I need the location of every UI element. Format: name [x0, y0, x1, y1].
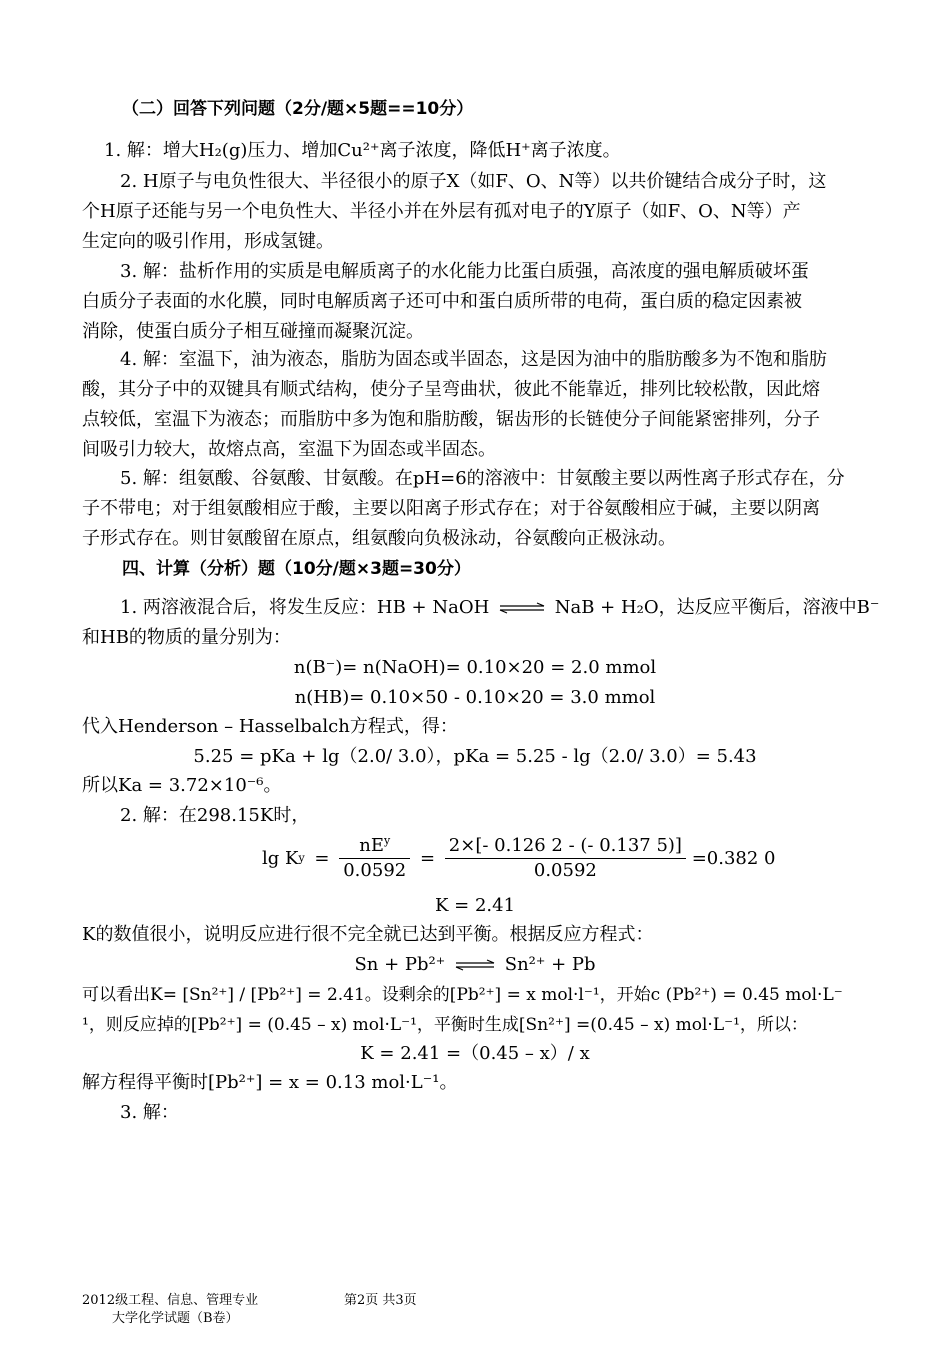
- problem-1-reaction-left: 1. 两溶液混合后，将发生反应：HB + NaOH: [120, 597, 490, 618]
- problem-3-line-1: 3. 解：: [120, 1102, 179, 1123]
- answer-5-line-3: 子形式存在。则甘氨酸留在原点，组氨酸向负极泳动，谷氨酸向正极泳动。: [82, 528, 676, 549]
- problem-2-lgk-equation: lg Ky = $\frac{nE^y}{0.0592}$ = $\frac{2\times[- 0.126 2 - (- 0.137 5)]}{0.0592}$ =0.382 0: [262, 834, 776, 881]
- fraction-ne: $\frac{nE^y}{0.0592}$: [339, 834, 410, 883]
- section-heading-calculation: 四、计算（分析）题（10分/题×3题=30分）: [122, 559, 471, 579]
- fraction-ne-denominator: 0.0592: [343, 860, 407, 881]
- problem-2-line-2: K的数值很小，说明反应进行很不完全就已达到平衡。根据反应方程式：: [82, 924, 654, 945]
- footer-exam-title: 大学化学试题（B卷）: [112, 1311, 239, 1326]
- problem-2-line-3: 可以看出K= [Sn²⁺] / [Pb²⁺] = 2.41。设剩余的[Pb²⁺] = x mol·l⁻¹，开始c (Pb²⁺) = 0.45 mol·L⁻: [82, 985, 843, 1005]
- answer-5-line-1: 5. 解：组氨酸、谷氨酸、甘氨酸。在pH=6的溶液中：甘氨酸主要以两性离子形式存在，分: [120, 468, 845, 489]
- problem-2-k-equation: K = 2.41 =（0.45 – x）/ x: [360, 1043, 590, 1064]
- answer-4-line-3: 点较低，室温下为液态；而脂肪中多为饱和脂肪酸，锯齿形的长链使分子间能紧密排列，分子: [82, 409, 820, 430]
- fraction-ne-numerator: nE: [359, 835, 384, 856]
- equilibrium-arrow-icon: [455, 959, 495, 971]
- reaction-left: Sn + Pb²⁺: [354, 954, 446, 975]
- footer-page-number: 第2页 共3页: [344, 1293, 417, 1308]
- problem-1-equation-nhb: n(HB)= 0.10×50 - 0.10×20 = 3.0 mmol: [294, 687, 656, 708]
- fraction-values-denominator: 0.0592: [533, 860, 597, 881]
- problem-1-equation-nb: n(B⁻)= n(NaOH)= 0.10×20 = 2.0 mmol: [293, 657, 657, 678]
- problem-1-line-1: [120, 593, 879, 623]
- answer-5-line-2: 子不带电；对于组氨酸相应于酸，主要以阳离子形式存在；对于谷氨酸相应于碱，主要以阴离: [82, 498, 820, 519]
- problem-2-result: 解方程得平衡时[Pb²⁺] = x = 0.13 mol·L⁻¹。: [82, 1072, 458, 1093]
- problem-2-line-4: ¹，则反应掉的[Pb²⁺] = (0.45 – x) mol·L⁻¹，平衡时生成[Sn²⁺] =(0.45 – x) mol·L⁻¹，所以：: [82, 1015, 808, 1035]
- answer-3-line-1: 3. 解：盐析作用的实质是电解质离子的水化能力比蛋白质强，高浓度的强电解质破坏蛋: [120, 261, 809, 282]
- reaction-right: Sn²⁺ + Pb: [504, 954, 596, 975]
- answer-4-line-4: 间吸引力较大，故熔点高，室温下为固态或半固态。: [82, 439, 496, 460]
- fraction-values-numerator: 2×[- 0.126 2 - (- 0.137 5)]: [445, 834, 686, 859]
- problem-1-line-3: 代入Henderson – Hasselbalch方程式，得：: [82, 716, 458, 737]
- answer-1: 1. 解：增大H₂(g)压力、增加Cu²⁺离子浓度，降低H⁺离子浓度。: [104, 140, 621, 161]
- answer-3-line-2: 白质分子表面的水化膜，同时电解质离子还可中和蛋白质所带的电荷，蛋白质的稳定因素被: [82, 291, 802, 312]
- problem-2-k-value: K = 2.41: [434, 895, 516, 916]
- problem-1-equation-pka: 5.25 = pKa + lg（2.0/ 3.0），pKa = 5.25 - lg（2.0/ 3.0）= 5.43: [193, 746, 757, 767]
- answer-4-line-1: 4. 解：室温下，油为液态，脂肪为固态或半固态，这是因为油中的脂肪酸多为不饱和脂肪: [120, 349, 827, 370]
- problem-2-reaction: [0, 950, 950, 980]
- answer-4-line-2: 酸，其分子中的双键具有顺式结构，使分子呈弯曲状，彼此不能靠近，排列比较松散，因此熔: [82, 379, 820, 400]
- footer-course: 2012级工程、信息、管理专业: [82, 1293, 259, 1308]
- equilibrium-arrow-icon: [499, 602, 545, 614]
- answer-2-line-3: 生定向的吸引作用，形成氢键。: [82, 231, 334, 252]
- problem-2-line-1: 2. 解：在298.15K时，: [120, 805, 310, 826]
- lgk-left: lg K: [262, 848, 299, 869]
- problem-1-reaction-right: NaB + H₂O，达反应平衡后，溶液中B⁻: [554, 597, 880, 618]
- answer-2-line-1: 2. H原子与电负性很大、半径很小的原子X（如F、O、N等）以共价键结合成分子时，这: [120, 171, 827, 192]
- fraction-values: [445, 834, 686, 883]
- problem-1-result: 所以Ka = 3.72×10⁻⁶。: [82, 775, 282, 796]
- section-heading-answers: （二）回答下列问题（2分/题×5题==10分）: [122, 99, 474, 119]
- answer-3-line-3: 消除，使蛋白质分子相互碰撞而凝聚沉淀。: [82, 321, 424, 342]
- lgk-result: =0.382 0: [691, 848, 776, 869]
- standard-mark-icon: y: [298, 851, 305, 865]
- problem-1-line-2: 和HB的物质的量分别为：: [82, 627, 291, 648]
- answer-2-line-2: 个H原子还能与另一个电负性大、半径小并在外层有孤对电子的Y原子（如F、O、N等）产: [82, 201, 801, 222]
